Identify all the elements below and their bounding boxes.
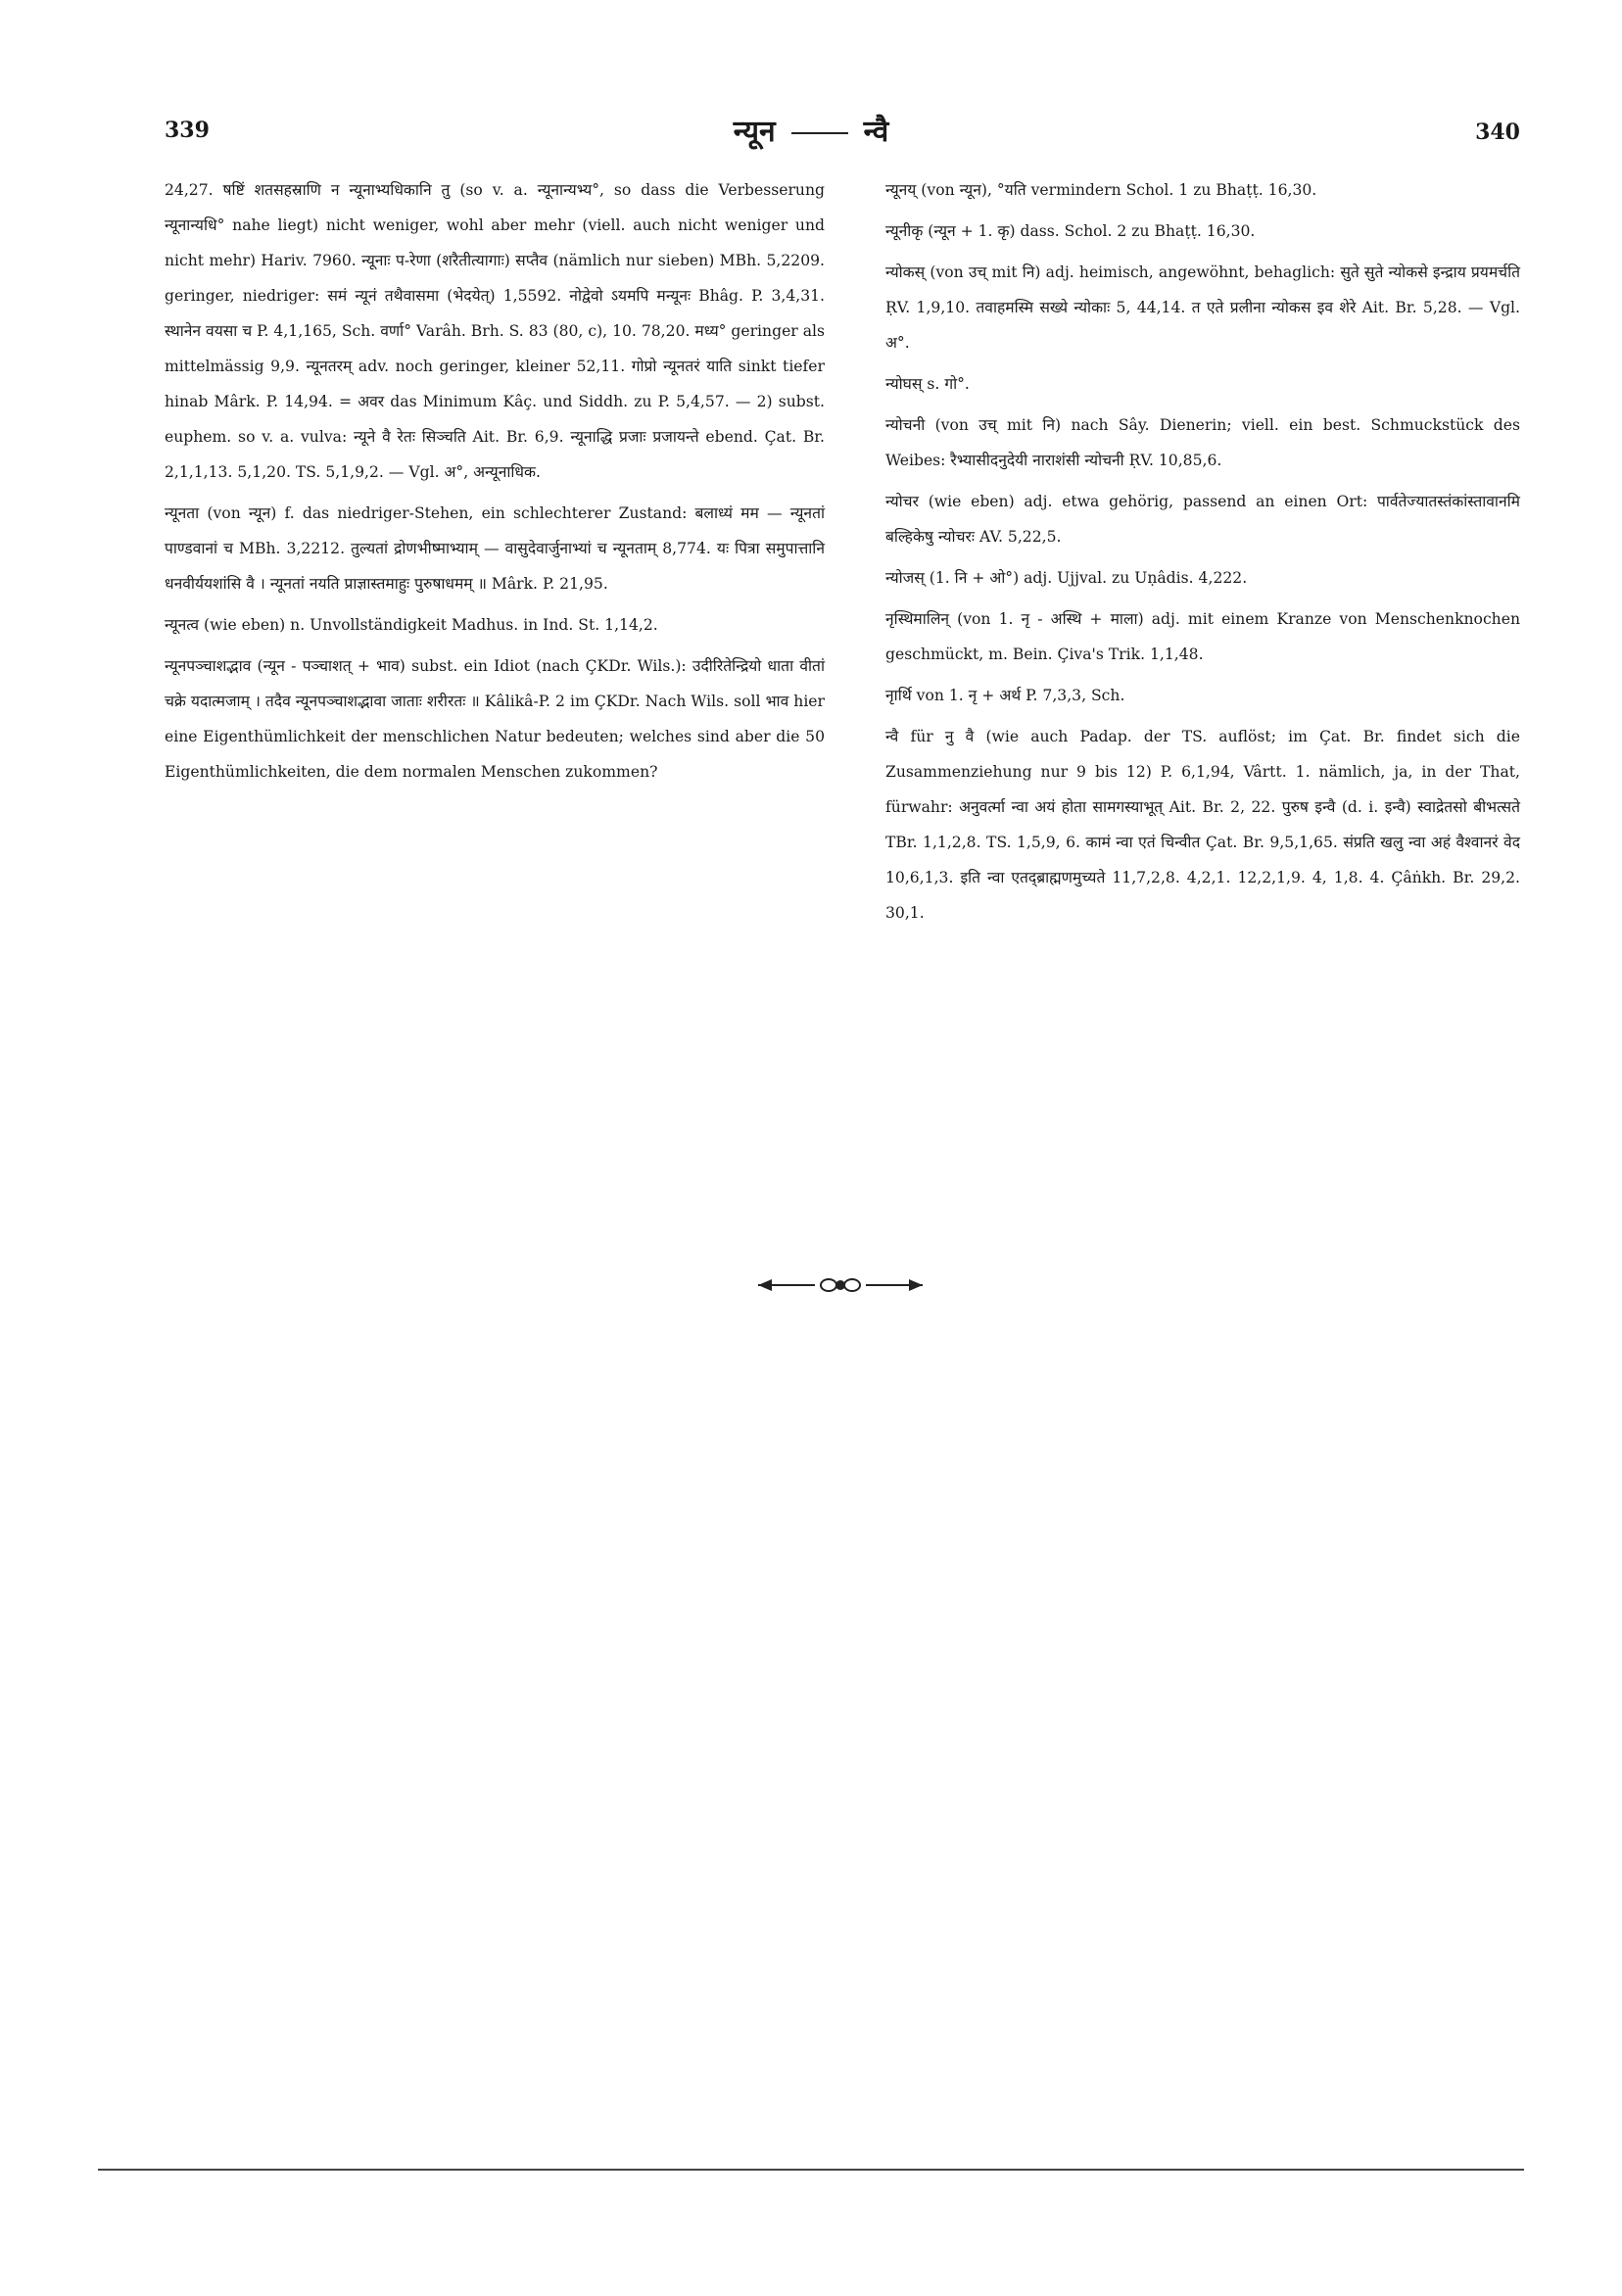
page-header [0, 110, 1622, 149]
entry-paragraph: न्यूनता (von न्यून) f. das niedriger-Stehen, ein schlechterer Zustand: बलाध्यं मम — न्यूनतां पाण्डवानां च MBh. 3,2212. तुल्यतां द्रोणभीष्माभ्याम् — वासुदेवार्जुनाभ्यां च न्यूनताम् 8,774. यः पित्रा समुपात्तानि धनवीर्ययशांसि वै । न्यूनतां नयति प्राज्ञास्तमाहुः पुरुषाधमम् ॥ Mârk. P. 21,95. [165, 504, 825, 593]
page-number-left: 339 [165, 118, 210, 143]
entry-paragraph: न्यूनपञ्चाशद्भाव (न्यून - पञ्चाशत् + भाव) subst. ein Idiot (nach ÇKDr. Wils.): उदीरितेन्द्रियो धाता वीतां चक्रे यदात्मजाम् । तदैव न्यूनपञ्चाशद्भावा जाताः शरीरतः ॥ Kâlikâ-P. 2 im ÇKDr. Nach Wils. soll भाव hier eine Eigenthümlichkeit der menschlichen Natur bedeuten; welches sind aber die 50 Eigenthümlichkeiten, die dem normalen Menschen zukommen? [165, 657, 825, 781]
entry-paragraph: नृार्थि von 1. नृ + अर्थ P. 7,3,3, Sch. [885, 687, 1125, 704]
running-head [0, 110, 1622, 150]
running-head-right: न्वै [863, 115, 889, 149]
entry-paragraph: न्यूनीकृ (न्यून + 1. कृ) dass. Schol. 2 zu Bhaṭṭ. 16,30. [885, 222, 1256, 240]
entry-paragraph: 24,27. षष्टिं शतसहस्राणि न न्यूनाभ्यधिकानि तु (so v. a. न्यूनान्यभ्य°, so dass die Verbesserung न्यूनान्यधि° nahe liegt) nicht weniger, wohl aber mehr (viell. auch nicht weniger und nicht mehr) Hariv. 7960. न्यूनाः प-रेणा (शरैतीत्यागाः) सप्तैव (nämlich nur sieben) MBh. 5,2209. geringer, niedriger: समं न्यूनं तथैवासमा (भेदयेत्) 1,5592. नोद्वेवो ऽयमपि मन्यूनः Bhâg. P. 3,4,31. स्थानेन वयसा च P. 4,1,165, Sch. वर्णा° Varâh. Brh. S. 83 (80, c), 10. 78,20. मध्य° geringer als mittelmässig 9,9. न्यूनतरम् adv. noch geringer, kleiner 52,11. गोप्रो न्यूनतरं याति sinkt tiefer hinab Mârk. P. 14,94. = अवर das Minimum Kâç. und Siddh. zu P. 5,4,57. — 2) subst. euphem. so v. a. vulva: न्यूने वै रेतः सिञ्चति Ait. Br. 6,9. न्यूनाद्धि प्रजाः प्रजायन्ते ebend. Çat. Br. 2,1,1,13. 5,1,20. TS. 5,1,9,2. — Vgl. अ°, अन्यूनाधिक. [165, 181, 825, 481]
footer-rule [98, 2169, 1524, 2171]
entry-paragraph: नृस्थिमालिन् (von 1. नृ - अस्थि + माला) adj. mit einem Kranze von Menschenknochen geschmückt, m. Bein. Çiva's Trik. 1,1,48. [885, 610, 1520, 663]
entry-paragraph: न्योजस् (1. नि + ओ°) adj. Ujjval. zu Uṇâdis. 4,222. [885, 569, 1248, 587]
end-ornament-icon [752, 1273, 929, 1297]
entry-paragraph: न्योचर (wie eben) adj. etwa gehörig, passend an einen Ort: पार्वतेज्यातस्तंकांस्तावानमि बल्हिकेषु न्योचरः AV. 5,22,5. [885, 493, 1520, 546]
entry-paragraph: न्वै für नु वै (wie auch Padap. der TS. auflöst; im Çat. Br. findet sich die Zusammenziehung nur 9 bis 12) P. 6,1,94, Vârtt. 1. nämlich, ja, in der That, fürwahr: अनुवर्त्मा न्वा अयं होता सामगस्याभूत् Ait. Br. 2, 22. पुरुष इन्वै (d. i. इन्वै) स्वाद्रेतसो बीभत्सते TBr. 1,1,2,8. TS. 1,5,9, 6. कामं न्वा एतं चिन्वीत Çat. Br. 9,5,1,65. संप्रति खलु न्वा अहं वैश्वानरं वेद 10,6,1,3. इति न्वा एतद्ब्राह्मणमुच्यते 11,7,2,8. 4,2,1. 12,2,1,9. 4, 1,8. 4. Çâṅkh. Br. 29,2. 30,1. [885, 728, 1520, 922]
running-head-dash [791, 132, 848, 134]
entry-paragraph: न्योचनी (von उच् mit नि) nach Sây. Dienerin; viell. ein best. Schmuckstück des Weibes: रैभ्यासीदनुदेयी नाराशंसी न्योचनी ṚV. 10,85,6. [885, 416, 1520, 469]
left-column [165, 172, 825, 795]
entry-paragraph: न्यूनत्व (wie eben) n. Unvollständigkeit Madhus. in Ind. St. 1,14,2. [165, 616, 658, 634]
running-head-left: न्यून [733, 115, 776, 149]
right-column [885, 172, 1520, 936]
entry-paragraph: न्यूनय् (von न्यून), °यति vermindern Schol. 1 zu Bhaṭṭ. 16,30. [885, 181, 1317, 199]
entry-paragraph: न्योघस् s. गो°. [885, 375, 970, 393]
page-number-right: 340 [1475, 120, 1520, 145]
entry-paragraph: न्योकस् (von उच् mit नि) adj. heimisch, angewöhnt, behaglich: सुते सुते न्योकसे इन्द्राय प्रयमर्चति ṚV. 1,9,10. तवाहमस्मि सख्ये न्योकाः 5, 44,14. त एते प्रलीना न्योकस इव शेरे Ait. Br. 5,28. — Vgl. अ°. [885, 263, 1520, 352]
